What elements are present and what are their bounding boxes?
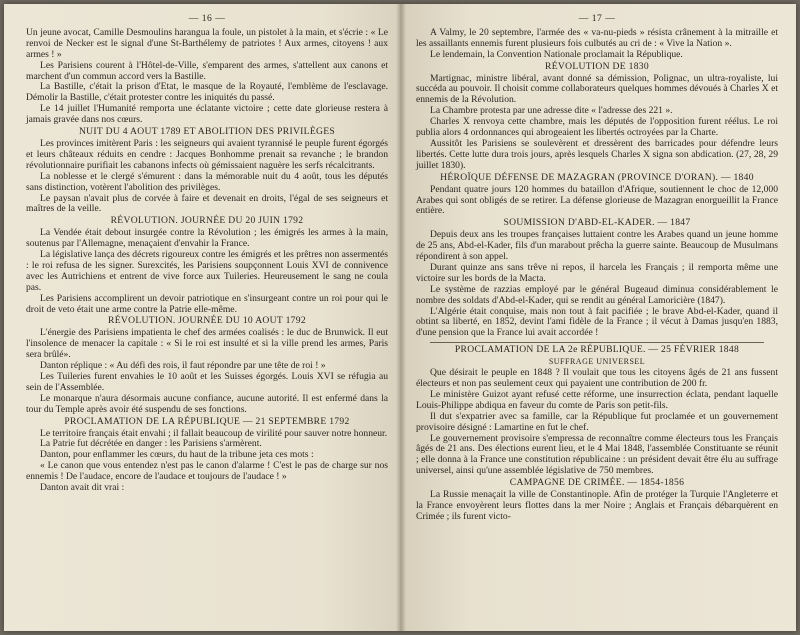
paragraph: Les Parisiens courent à l'Hôtel-de-Ville, s'emparent des armes, s'attellent aux canons et marchent d'un commun accord vers la Bastille. xyxy=(26,59,388,82)
paragraph: Charles X renvoya cette chambre, mais les députés de l'opposition furent réélus. Le roi publia alors 4 ordonnances qui abrogeaient les libertés octroyées par la Charte. xyxy=(416,116,778,139)
paragraph: « Le canon que vous entendez n'est pas le canon d'alarme ! C'est le pas de charge sur nos ennemis ! De l'audace, encore de l'audace et toujours de l'audace ! » xyxy=(26,460,388,483)
section-subheading: SUFFRAGE UNIVERSEL xyxy=(548,357,646,367)
paragraph: Le gouvernement provisoire s'empressa de reconnaître comme électeurs tous les Français âgés de 21 ans. Des élections eurent lieu, et le 4 Mai 1848, l'assemblée Constituante se réunit ; elle donna à la France une constitution républicaine : un président devait être élu au suffrage universel, ainsi qu'une assemblée législative de 750 membres. xyxy=(416,432,778,477)
paragraph: Durant quinze ans sans trêve ni repos, il harcela les Français ; il remporta même une victoire sur les bords de la Macta. xyxy=(416,261,778,284)
right-page xyxy=(400,4,796,631)
section-heading: HÉROÏQUE DÉFENSE DE MAZAGRAN (PROVINCE D'ORAN). — 1840 xyxy=(440,171,754,183)
paragraph: Le paysan n'avait plus de corvée à faire et devenait en droits, l'égal de ses seigneurs et maîtres de la veille. xyxy=(26,192,388,215)
paragraph: Il dut s'expatrier avec sa famille, car la République fut proclamée et un gouvernement provisoire désigné : Lamartine en fut le chef. xyxy=(416,410,778,433)
left-page xyxy=(4,4,400,631)
paragraph: Que désirait le peuple en 1848 ? Il voulait que tous les citoyens âgés de 21 ans fussent électeurs et non pas seulement ceux qui payaient une contribution de 200 fr. xyxy=(416,367,778,389)
paragraph: L'Algérie était conquise, mais non tout à fait pacifiée ; le brave Abd-el-Kader, quand il obtint sa liberté, en 1852, devint l'ami fidèle de la France ; il vécut à Damas jusqu'en 1883, d'une pension que la France lui avait accordée ! xyxy=(416,305,778,339)
paragraph: La Bastille, c'était la prison d'Etat, le masque de la Royauté, l'emblème de l'esclavage. Démolir la Bastille, c'était protester contre les iniquités du passé. xyxy=(26,81,388,104)
paragraph: Danton réplique : « Au défi des rois, il faut répondre par une tête de roi ! » xyxy=(40,360,326,372)
paragraph: La législative lança des décrets rigoureux contre les émigrés et les prêtres non assermentés : le roi refusa de les signer. Surexcités, les Parisiens soupçonnent Louis XVI de connivence avec les Autrichiens et entrent de vive force aux Tuileries. Heureusement le sang ne coula pas. xyxy=(26,249,388,293)
paragraph: Le territoire français était envahi ; il fallait beaucoup de virilité pour sauver notre honneur. xyxy=(40,427,388,439)
paragraph: La noblesse et le clergé s'émurent : dans la mémorable nuit du 4 août, tous les députés sans distinction, votèrent l'abolition des privilèges. xyxy=(26,170,388,193)
paragraph: Martignac, ministre libéral, avant donné sa démission, Polignac, un ultra-royaliste, lui succéda au pouvoir. Il choisit comme collaborateurs quelques hommes dévoués à Charles X et ennemis de la Révolution. xyxy=(416,72,778,106)
section-heading: PROCLAMATION DE LA RÉPUBLIQUE — 21 SEPTEMBRE 1792 xyxy=(64,415,350,427)
paragraph: L'énergie des Parisiens impatienta le chef des armées coalisés : le duc de Brunwick. Il eut l'insolence de menacer la capitale : « Si le roi est insulté et si la ville prend les armes, Paris sera brûlé». xyxy=(26,327,388,361)
paragraph: La Chambre protesta par une adresse dite « l'adresse des 221 ». xyxy=(430,105,673,117)
paragraph: Les provinces imitèrent Paris : les seigneurs qui avaient tyrannisé le peuple furent égorgés et leurs châteaux réduits en cendre : Jacques Bonhomme prenait sa revanche ; le brandon révolutionnaire purifiait les cabanons infects où gémissaient naguère les serfs récalcitrants. xyxy=(26,137,388,171)
paragraph: La Vendée était debout insurgée contre la Révolution ; les émigrés les armes à la main, soutenus par l'Allemagne, menaçaient d'envahir la France. xyxy=(26,227,388,250)
book-spread xyxy=(4,4,796,631)
paragraph: La Patrie fut décrétée en danger : les Parisiens s'armèrent. xyxy=(40,438,262,450)
section-heading: CAMPAGNE DE CRIMÉE. — 1854-1856 xyxy=(509,477,685,489)
paragraph: Le 14 juillet l'Humanité remporta une éclatante victoire ; cette date glorieuse restera à jamais gravée dans nos cœurs. xyxy=(26,103,388,126)
paragraph: Les Tuileries furent envahies le 10 août et les Suisses égorgés. Louis XVI se réfugia au sein de l'Assemblée. xyxy=(26,371,388,393)
section-heading: RÉVOLUTION DE 1830 xyxy=(545,60,649,72)
paragraph: Depuis deux ans les troupes françaises luttaient contre les Arabes quand un jeune homme de 25 ans, Abd-el-Kader, fils d'un marabout prêcha la guerre sainte. Beaucoup de Musulmans répondirent à son appel. xyxy=(416,229,778,263)
page-text xyxy=(416,28,778,523)
paragraph: Un jeune avocat, Camille Desmoulins harangua la foule, un pistolet à la main, et s'écrie : « Le renvoi de Necker est le signal d'une St-Barthélemy de patriotes ! Aux armes, citoyens ! aux armes ! » xyxy=(26,26,388,60)
page-number: — 17 — xyxy=(578,13,616,24)
paragraph: Le lendemain, la Convention Nationale proclamait la République. xyxy=(430,48,683,60)
paragraph: Danton, pour enflammer les cœurs, du haut de la tribune jeta ces mots : xyxy=(40,449,314,461)
section-heading: SOUMISSION D'ABD-EL-KADER. — 1847 xyxy=(503,217,691,229)
page-number: — 16 — xyxy=(188,13,226,24)
paragraph: La Russie menaçait la ville de Constantinople. Afin de protéger la Turquie l'Angleterre et la France envoyèrent leurs flottes dans la mer Noire ; Anglais et Français débarquèrent en Crimée ; ils furent victo- xyxy=(416,489,778,522)
paragraph: Les Parisiens accomplirent un devoir patriotique en s'insurgeant contre un roi pour qui le droit de veto était une arme contre la Patrie elle-même. xyxy=(26,292,388,315)
section-heading: PROCLAMATION DE LA 2e RÉPUBLIQUE. — 25 FÉVRIER 1848 xyxy=(454,344,740,356)
paragraph: Le système de razzias employé par le général Bugeaud diminua considérablement le nombre des soldats d'Abd-el-Kader, qui se rendit au général Lamoricière (1847). xyxy=(416,283,778,306)
section-heading: RÉVOLUTION. JOURNÉE DU 10 AOUT 1792 xyxy=(108,315,306,327)
paragraph: Danton avait dit vrai : xyxy=(40,482,125,494)
paragraph: Aussitôt les Parisiens se soulevèrent et dressèrent des barricades pour défendre leurs libertés. Cette lutte dura trois jours, après lesquels Charles X signa son abdication. (27, 28, 29 juillet 1830). xyxy=(416,137,778,171)
page-text xyxy=(26,28,388,494)
section-heading: NUIT DU 4 AOUT 1789 ET ABOLITION DES PRIVILÈGES xyxy=(78,126,336,138)
paragraph: A Valmy, le 20 septembre, l'armée des « va-nu-pieds » résista crânement à la mitraille et les assaillants ennemis furent plusieurs fois culbutés au cri de : « Vive la Nation ». xyxy=(416,26,778,49)
section-heading: RÉVOLUTION. JOURNÉE DU 20 JUIN 1792 xyxy=(110,215,304,227)
paragraph: Pendant quatre jours 120 hommes du bataillon d'Afrique, soutiennent le choc de 12,000 Arabes qui sont obligés de se retirer. La défense glorieuse de Mazagran enorgueillit la France entière. xyxy=(416,183,778,217)
paragraph: Le ministère Guizot ayant refusé cette réforme, une insurrection éclata, pendant laquelle Louis-Philippe abdiqua en faveur du comte de Paris son petit-fils. xyxy=(416,388,778,411)
paragraph: Le monarque n'aura désormais aucune confiance, aucune autorité. Il est enfermé dans la tour du Temple après avoir été suspendu de ses fonctions. xyxy=(26,392,388,415)
